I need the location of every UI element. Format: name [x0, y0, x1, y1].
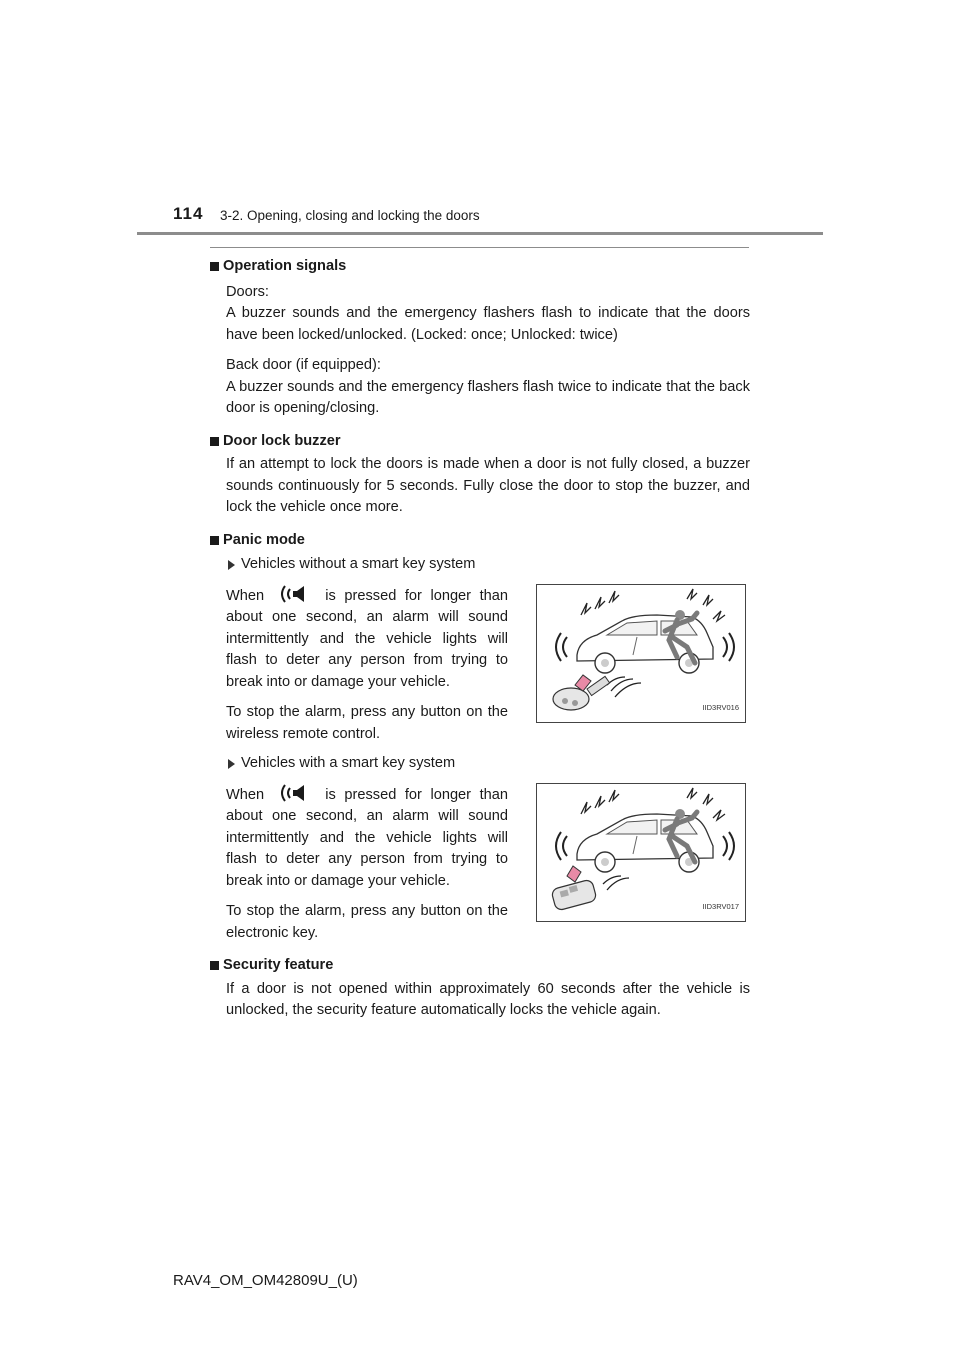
panic-alarm-icon	[277, 783, 313, 803]
doors-text: A buzzer sounds and the emergency flashers flash to indicate that the doors have been locked/unlocked. (Locked: once; Unlocked: twice)	[226, 305, 750, 343]
back-door-text: A buzzer sounds and the emergency flashers flash twice to indicate that the back door is opening/closing.	[226, 378, 750, 416]
illustration-panic-remote	[536, 584, 746, 723]
heading-operation-signals	[210, 256, 750, 278]
list-item-with-smart-key	[228, 753, 750, 775]
panic-instruction-remote: When is pressed for longer than about one second, an alarm will sound intermittently and the vehicle lights will flash to deter any person from trying to break into or damage your vehicle.	[226, 584, 508, 694]
running-head: 3-2. Opening, closing and locking the doors	[220, 208, 480, 223]
doors-label: Doors:	[226, 283, 269, 300]
heading-text: Panic mode	[223, 531, 305, 548]
footer-doc-code: RAV4_OM_OM42809U_(U)	[173, 1272, 358, 1289]
heading-text: Operation signals	[223, 258, 347, 274]
panic-mode-row-smart-key	[226, 783, 750, 945]
square-bullet-icon	[210, 437, 219, 446]
page-number: 114	[173, 204, 204, 223]
heading-panic-mode	[210, 530, 750, 552]
stop-alarm-smart-key: To stop the alarm, press any button on the electronic key.	[226, 903, 508, 941]
square-bullet-icon	[210, 262, 219, 271]
heading-security-feature	[210, 955, 750, 977]
triangle-bullet-icon	[228, 759, 235, 769]
door-lock-buzzer-text: If an attempt to lock the doors is made when a door is not fully closed, a buzzer sounds continuously for 5 seconds. Fully close the door to stop the buzzer, and lock the vehicle once more.	[226, 456, 750, 515]
section-rule	[210, 247, 749, 248]
square-bullet-icon	[210, 961, 219, 970]
panic-mode-row-remote	[226, 584, 750, 746]
header-rule	[137, 232, 823, 235]
back-door-label: Back door (if equipped):	[226, 357, 381, 373]
panic-instruction-smart-key: When is pressed for longer than about one second, an alarm will sound intermittently and the vehicle lights will flash to deter any person from trying to break into or damage your vehicle.	[226, 783, 508, 893]
security-feature-text: If a door is not opened within approximately 60 seconds after the vehicle is unlocked, the security feature automatically locks the vehicle again.	[226, 980, 750, 1018]
illustration-panic-smart-key	[536, 783, 746, 922]
bullet-label: Vehicles with a smart key system	[241, 755, 456, 771]
stop-alarm-remote: To stop the alarm, press any button on the wireless remote control.	[226, 704, 508, 742]
panic-alarm-icon	[277, 584, 313, 604]
triangle-bullet-icon	[228, 560, 235, 570]
square-bullet-icon	[210, 536, 219, 545]
list-item-without-smart-key	[228, 554, 750, 576]
heading-text: Door lock buzzer	[223, 432, 341, 449]
figure-id: IID3RV017	[702, 902, 739, 911]
main-content	[210, 256, 750, 1022]
heading-text: Security feature	[223, 957, 334, 973]
bullet-label: Vehicles without a smart key system	[241, 556, 476, 572]
heading-door-lock-buzzer	[210, 431, 750, 453]
figure-id: IID3RV016	[702, 703, 739, 712]
